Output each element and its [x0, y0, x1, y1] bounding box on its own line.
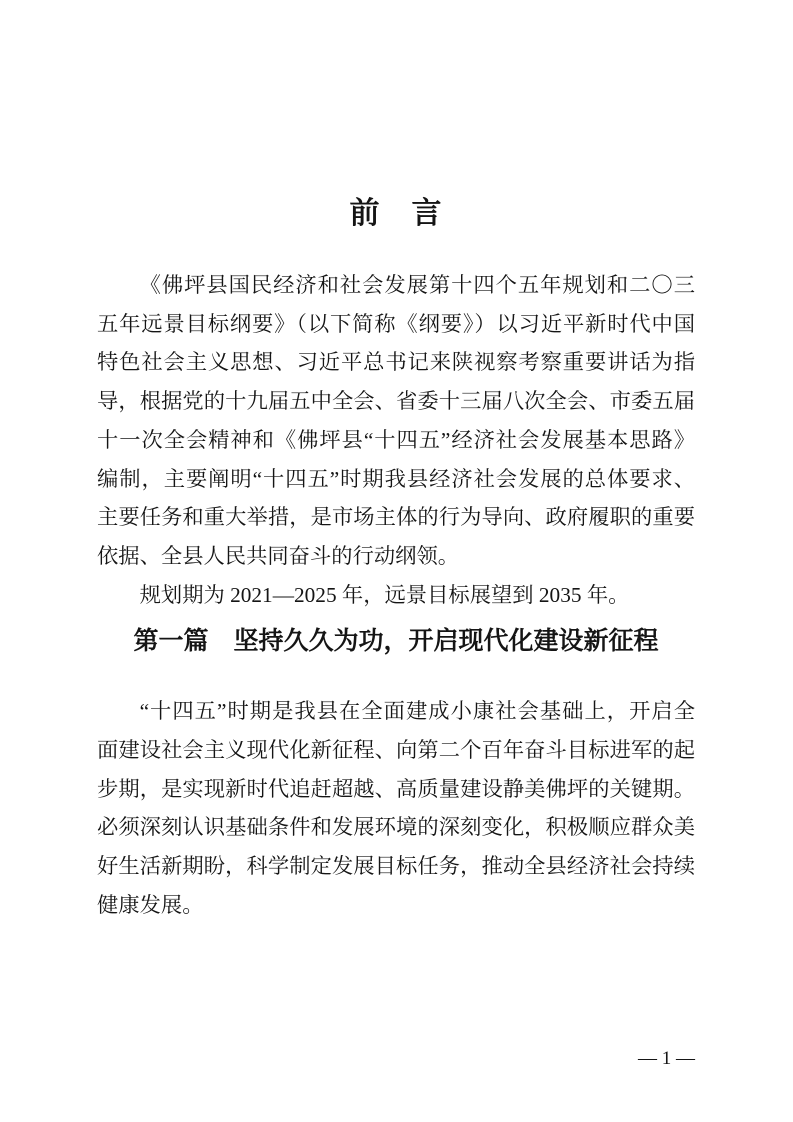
text-line: 导，根据党的十九届五中全会、省委十三届八次全会、市委五届	[97, 389, 695, 414]
text-line: 主要任务和重大举措，是市场主体的行为导向、政府履职的重要	[97, 505, 695, 530]
section-heading-part-1: 第一篇 坚持久久为功，开启现代化建设新征程	[133, 628, 659, 656]
text-line: 依据、全县人民共同奋斗的行动纲领。	[97, 543, 460, 568]
text-line: 《佛坪县国民经济和社会发展第十四个五年规划和二〇三	[139, 273, 695, 297]
preface-paragraph-1	[97, 266, 695, 576]
text-line: 健康发展。	[97, 892, 204, 917]
text-line: 规划期为 2021—2025 年，远景目标展望到 2035 年。	[139, 582, 630, 607]
text-line: “十四五”时期是我县在全面建成小康社会基础上，开启全	[139, 699, 695, 724]
section-paragraph-1	[97, 692, 695, 924]
text-line: 面建设社会主义现代化新征程、向第二个百年奋斗目标进军的起	[97, 738, 695, 763]
text-line: 好生活新期盼，科学制定发展目标任务，推动全县经济社会持续	[97, 854, 695, 879]
text-line: 五年远景目标纲要》（以下简称《纲要》）以习近平新时代中国	[97, 311, 695, 336]
preface-paragraph-2	[97, 576, 695, 615]
page-title: 前 言	[349, 197, 443, 230]
text-line: 十一次全会精神和《佛坪县“十四五”经济社会发展基本思路》	[97, 427, 695, 452]
text-line: 特色社会主义思想、习近平总书记来陕视察考察重要讲话为指	[97, 350, 695, 375]
text-block	[97, 0, 695, 925]
text-line: 必须深刻认识基础条件和发展环境的深刻变化，积极顺应群众美	[97, 815, 695, 840]
page-number: — 1 —	[638, 1048, 695, 1069]
text-line: 步期，是实现新时代追赶超越、高质量建设静美佛坪的关键期。	[97, 776, 695, 801]
text-line: 编制，主要阐明“十四五”时期我县经济社会发展的总体要求、	[97, 466, 695, 491]
